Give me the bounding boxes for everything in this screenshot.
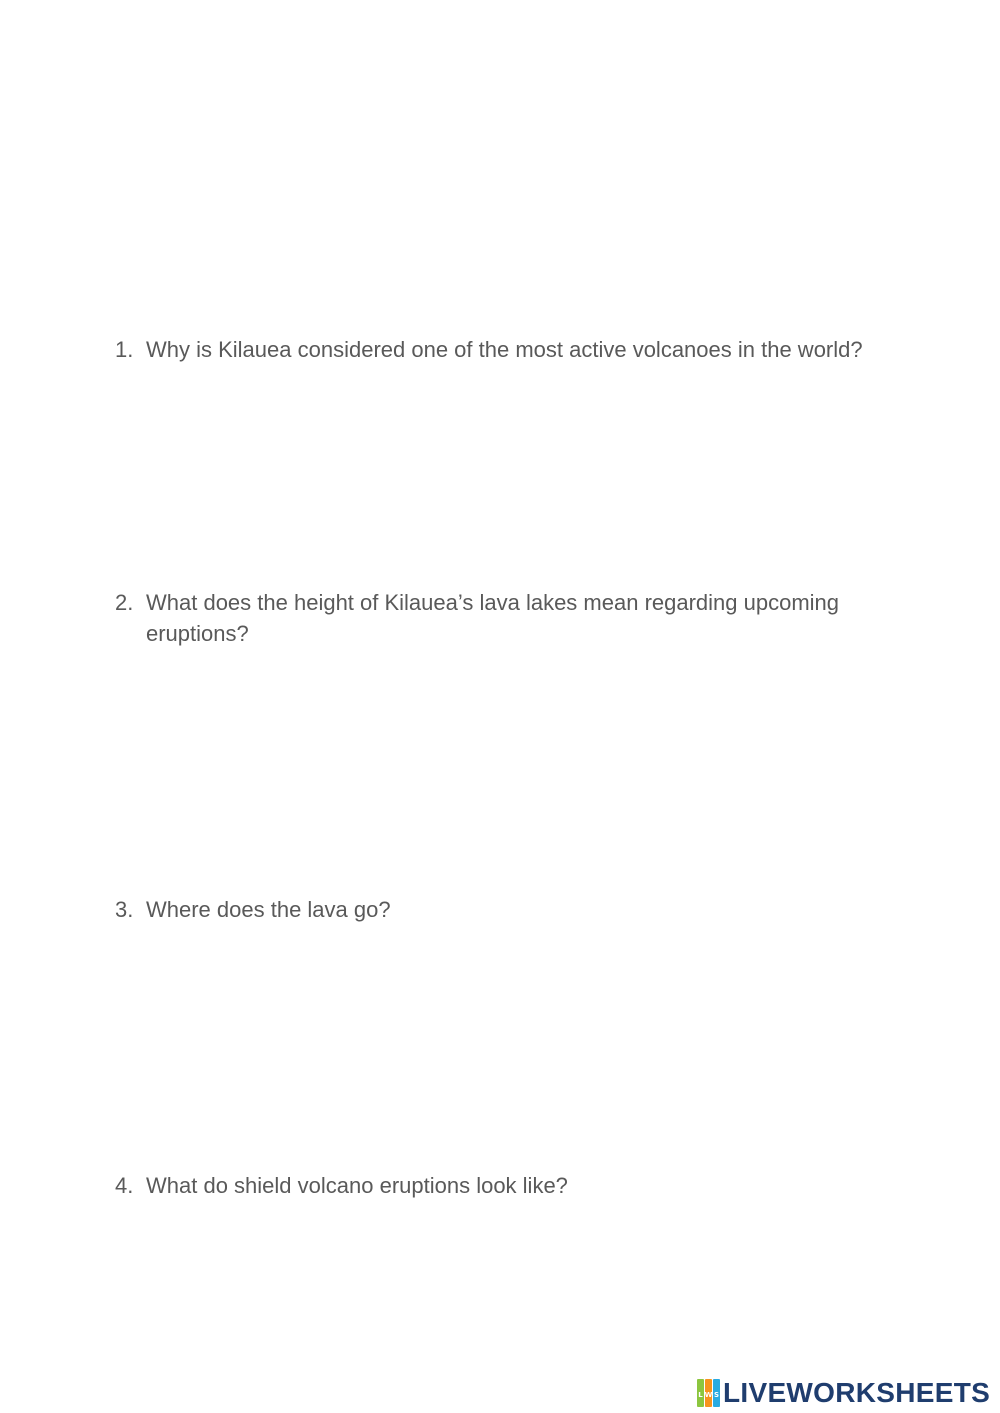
question-text: Where does the lava go? xyxy=(146,897,391,922)
question-number: 2. xyxy=(115,590,134,615)
question-1 xyxy=(115,334,875,365)
svg-text:L: L xyxy=(698,1391,703,1399)
question-2 xyxy=(115,587,875,649)
svg-text:W: W xyxy=(704,1391,713,1399)
question-number: 1. xyxy=(115,337,134,362)
liveworksheets-logo-icon xyxy=(697,1379,721,1407)
brand-name: LIVEWORKSHEETS xyxy=(723,1377,991,1408)
question-text: Why is Kilauea considered one of the most active volcanoes in the world? xyxy=(146,337,863,362)
liveworksheets-brand xyxy=(697,1377,990,1409)
question-number: 4. xyxy=(115,1173,134,1198)
question-text: What does the height of Kilauea’s lava lakes mean regarding upcoming eruptions? xyxy=(146,590,840,646)
question-number: 3. xyxy=(115,897,134,922)
question-3 xyxy=(115,894,875,925)
question-4 xyxy=(115,1170,875,1201)
svg-text:S: S xyxy=(713,1391,720,1399)
question-text: What do shield volcano eruptions look like? xyxy=(146,1173,568,1198)
